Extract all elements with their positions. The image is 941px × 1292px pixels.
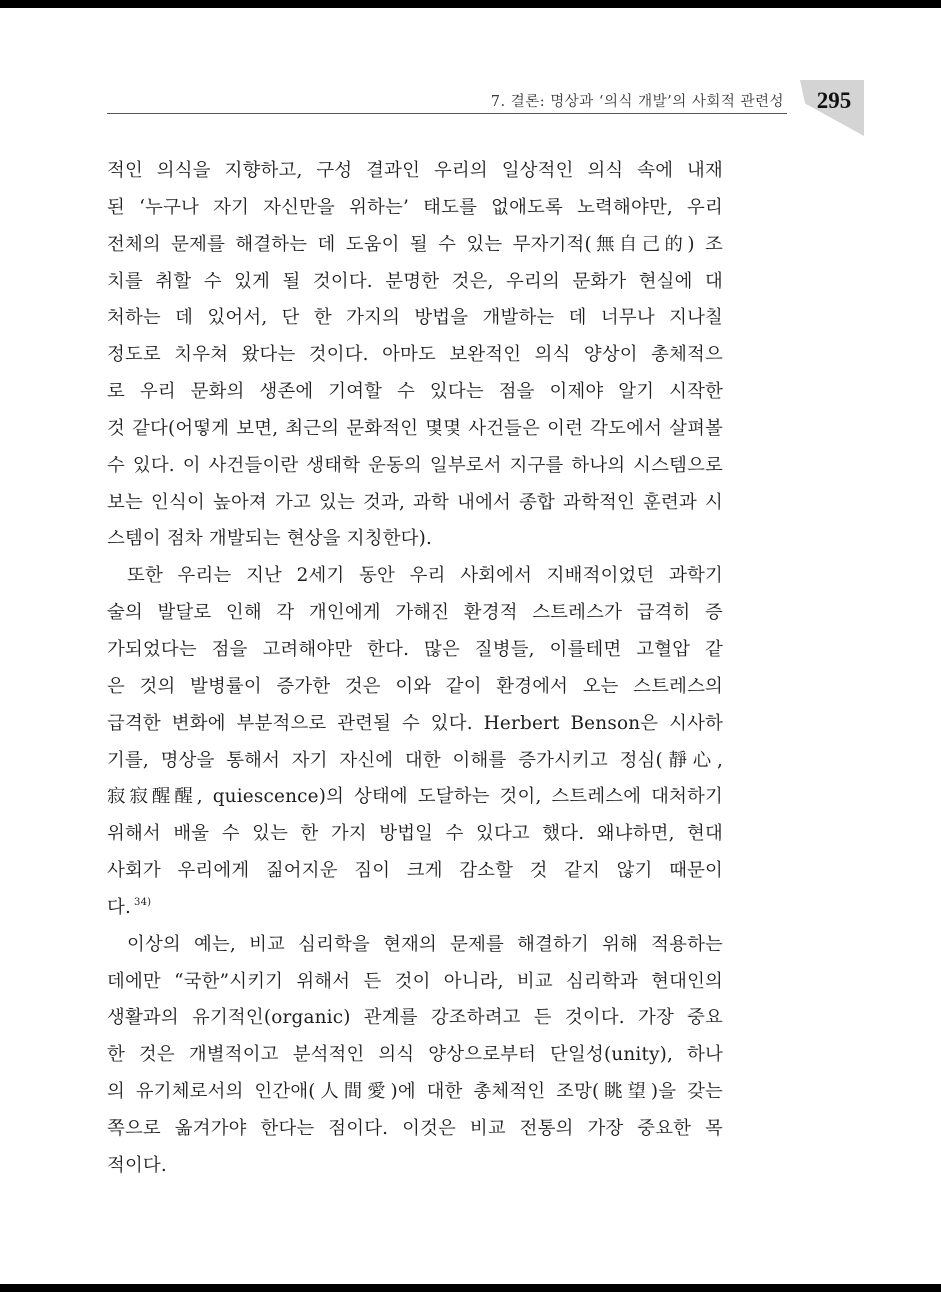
bottom-border-bar <box>0 1284 941 1292</box>
text-line: 처하는 데 있어서, 단 한 가지의 방법을 개발하는 데 너무나 지나칠 <box>107 307 723 329</box>
text-line: 치를 취할 수 있게 될 것이다. 분명한 것은, 우리의 문화가 현실에 대 <box>107 270 723 292</box>
text-line: 기를, 명상을 통해서 자기 자신에 대한 이해를 증가시키고 정심(靜心, <box>107 749 723 771</box>
text-line: 적이다. <box>107 1154 167 1176</box>
text-line: 이상의 예는, 비교 심리학을 현재의 문제를 해결하기 위해 적용하는 <box>127 933 723 955</box>
text-line: 적인 의식을 지향하고, 구성 결과인 우리의 일상적인 의식 속에 내재 <box>107 160 723 181</box>
paragraph-1 <box>107 153 723 558</box>
text-line: 된 ‘누구나 자기 자신만을 위하는’ 태도를 없애도록 노력해야만, 우리 <box>107 196 723 218</box>
page-number: 295 <box>816 88 852 113</box>
text-line: 술의 발달로 인해 각 개인에게 가해진 환경적 스트레스가 급격히 증 <box>107 602 723 624</box>
header-rule <box>107 113 787 114</box>
footnote-reference[interactable]: 34) <box>134 896 152 908</box>
text-line: 한 것은 개별적이고 분석적인 의식 양상으로부터 단일성(unity), 하나 <box>107 1044 723 1066</box>
text-line: 데에만 “국한”시키기 위해서 든 것이 아니라, 비교 심리학과 현대인의 <box>107 970 723 992</box>
text-line: 정도로 치우쳐 왔다는 것이다. 아마도 보완적인 의식 양상이 총체적으 <box>107 344 723 366</box>
text-line: 전체의 문제를 해결하는 데 도움이 될 수 있는 무자기적(無自己的) 조 <box>107 233 723 255</box>
text-line: 가되었다는 점을 고려해야만 한다. 많은 질병들, 이를테면 고혈압 같 <box>107 638 723 660</box>
text-line: 스템이 점차 개발되는 현상을 지칭한다). <box>107 528 433 550</box>
text-line: 寂寂醒醒, quiescence)의 상태에 도달하는 것이, 스트레스에 대처하기 <box>107 786 723 808</box>
text-line: 사회가 우리에게 짊어지운 짐이 크게 감소할 것 같지 않기 때문이 <box>107 860 723 882</box>
text-line: 수 있다. 이 사건들이란 생태학 운동의 일부로서 지구를 하나의 시스템으로 <box>107 454 723 476</box>
text-line: 로 우리 문화의 생존에 기여할 수 있다는 점을 이제야 알기 시작한 <box>107 381 723 403</box>
text-line: 생활과의 유기적인(organic) 관계를 강조하려고 든 것이다. 가장 중요 <box>107 1007 723 1029</box>
paragraph-2 <box>107 558 723 926</box>
text-line: 쪽으로 옮겨가야 한다는 점이다. 이것은 비교 전통의 가장 중요한 목 <box>107 1117 723 1139</box>
text-line: 또한 우리는 지난 2세기 동안 우리 사회에서 지배적이었던 과학기 <box>127 565 723 587</box>
text-line: 것 같다(어떻게 보면, 최근의 문화적인 몇몇 사건들은 이런 각도에서 살펴볼 <box>107 417 723 439</box>
text-line: 급격한 변화에 부분적으로 관련될 수 있다. Herbert Benson은 시사하 <box>107 712 723 734</box>
text-line: 의 유기체로서의 인간애(人間愛)에 대한 총체적인 조망(眺望)을 갖는 <box>107 1081 723 1103</box>
text-line-with-footnote <box>107 890 723 927</box>
top-border-bar <box>0 0 941 8</box>
text-line: 은 것의 발병률이 증가한 것은 이와 같이 환경에서 오는 스트레스의 <box>107 675 723 697</box>
text-line: 다. <box>107 896 132 918</box>
text-line: 보는 인식이 높아져 가고 있는 것과, 과학 내에서 종합 과학적인 훈련과 시 <box>107 491 723 513</box>
running-head: 7. 결론: 명상과 ‘의식 개발’의 사회적 관련성 <box>490 94 784 110</box>
body-text <box>107 153 723 1185</box>
paragraph-3 <box>107 927 723 1185</box>
text-line: 위해서 배울 수 있는 한 가지 방법일 수 있다고 했다. 왜냐하면, 현대 <box>107 823 723 845</box>
